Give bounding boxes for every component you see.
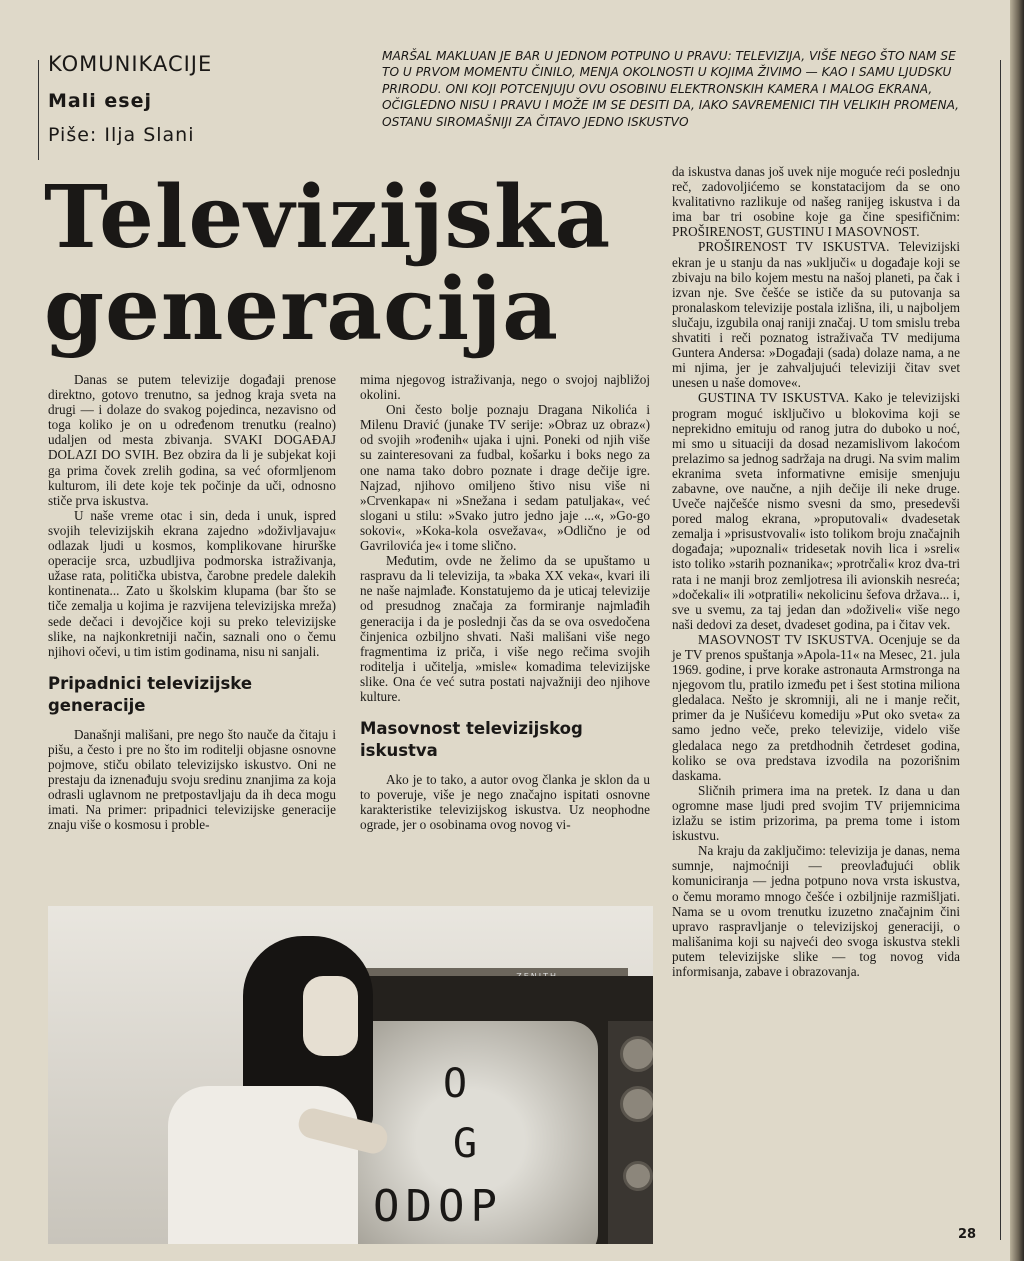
paragraph: Današnji mališani, pre nego što nauče da čitaju i pišu, a često i pre no što im roditelji objasne osnovne pojmove, stiču obilato televizijsko iskustvo. Oni ne prestaju da iznenađuju svoju sredinu znanjima za koja odrasli uglavnom ne pretpostavljaju da ih deca mogu imati. Na primer: pripadnici televizijske generacije znaju više o kosmosu i proble- (48, 726, 336, 833)
paragraph: mima njegovog istraživanja, nego o svojoj najbližoj okolini. (360, 372, 650, 403)
column-3 (672, 164, 960, 979)
tv-knob (620, 1086, 653, 1122)
tv-knob (620, 1036, 653, 1072)
tv-control-panel (608, 1021, 653, 1244)
subheading: Masovnost televizijskog iskustva (360, 719, 583, 761)
screen-letter-g: G (453, 1121, 478, 1167)
page-edge (1010, 0, 1024, 1261)
paragraph: MASOVNOST TV ISKUSTVA. Ocenjuje se da je TV prenos spuštanja »Apola-11« na Mesec, 21. jula 1969. godine, i prve korake astronauta Armstronga na njegovom tlu, pratilo između pet i šest stotina miliona gledalaca. Nešto je skromniji, ali ne i manje rečit, primer da je Nušićevu komediju »Put oko sveta« za samo jedno veče, preko televizije, videlo više gledalaca nego za pretdhodnih četrdeset godina, koliko se ova predstava izvodila na pozorišnim daskama. (672, 631, 960, 783)
girl-face (303, 976, 358, 1056)
right-rule (1000, 60, 1001, 1240)
genre-label: Mali esej (48, 90, 152, 112)
byline: Piše: Ilja Slani (48, 124, 195, 146)
article-photo (48, 906, 653, 1244)
paragraph: Sličnih primera ima na pretek. Iz dana u dan ogromne mase ljudi pred svojim TV prijemnicima izlažu se istim prizorima, pa prema tome i istom iskustvu. (672, 782, 960, 844)
page-number: 28 (958, 1227, 977, 1242)
paragraph: Na kraju da zaključimo: televizija je danas, nema sumnje, najmoćniji — preovlađujući oblik komuniciranja — jedna potpuno nova vrsta iskustva, o čemu moramo mnogo češće i ozbiljnije razmišljati. Nama se u ovom trenutku izuzetno značajnim čini upravo raspravljanje o televizijskoj generaciji, o mališanima koji su najveći deo svoga iskustva stekli putem televizijske slike — tog novog vida informisanja, zabave i obrazovanja. (672, 843, 960, 979)
paragraph: GUSTINA TV ISKUSTVA. Kako je televizijski program moguć isključivo u blokovima koji se neprekidno emituju od ranog jutra do duboko u noć, mi smo u situaciji da dosad nezamislivom lakoćom prelazimo sa jednog sadržaja na drugi. Na svim malim ekranima sveta informativne emisije smenjuju zabavne, ove naučne, a njih dečije ili neke druge. Uveče najčešće nismo svesni da smo, presedevši pored malog ekrana, »proputovali« dvadesetak zemalja i »prisustvovali« isto tolikom broju značajnih događaja; »upoznali« tridesetak novih lica i »sreli« isto toliko »starih poznanika«; »protrčali« kroz dva-tri rata i ne manji broz zemljotresa ili avionskih nesreća; »dočekali« ili »otpratili« nekolicinu šefova država... i, sve u svemu, za taj jedan dan »doživeli« više nego naši dedovi za deset, dvadeset godina, pa i čitav vek. (672, 390, 960, 632)
paragraph: Oni često bolje poznaju Dragana Nikolića i Milenu Dravić (junake TV serije: »Obraz uz obraz«) od svojih »rođenih« ujaka i ujni. Poneki od njih više su zainteresovani za fudbal, košarku i boks nego za one nama tako dobro poznate i drage dečije igre. Najzad, njihovo omiljeno štivo nisu više ni »Crvenkapa« ni »Snežana i sedam patuljaka«, već slogani u stilu: »Svako jutro jedno jaje ...«, »Go-go sokovi«, »Koka-kola osvežava«, »Odlično je od Gavrilovića je« i tome slično. (360, 402, 650, 554)
subheading: Pripadnici televizijske generacije (48, 673, 253, 715)
screen-letter-o: O (443, 1061, 468, 1107)
column-2 (360, 372, 650, 832)
article-deck: MARŠAL MAKLUAN JE BAR U JEDNOM POTPUNO U PRAVU: TELEVIZIJA, VIŠE NEGO ŠTO NAM SE TO U PRVOM MOMENTU ČINILO, MENJA OKOLNOSTI U KOJIMA ŽIVIMO — KAO I SAMU LJUDSKU PRIRODU. ONI KOJI POTCENJUJU OVU OSOBINU ELEKTRONSKIH KAMERA I MALOG EKRANA, OČIGLEDNO NISU I PRAVU I MOŽE IM SE DESITI DA, IAKO SAVREMENICI TIH VELIKIH PROMENA, OSTANU SIROMAŠNIJI ZA ČITAVO JEDNO ISKUSTVO (382, 49, 960, 129)
section-label: KOMUNIKACIJE (48, 52, 213, 76)
article-headline (44, 167, 644, 360)
headline-line-1: Televizijska (44, 167, 612, 268)
paragraph: Danas se putem televizije događaji prenose direktno, gotovo trenutno, sa jednog kraja sveta na drugi — i dolaze do svakog pojedinca, nezavisno od toga koliko je on u određenom trenutku (realno) udaljen od mesta zbivanja. SVAKI DOGAĐAJ DOLAZI DO SVIH. Bez obzira da li je subjekat koji ga prima čovek zrelih godina, sa već oformljenom kulturom, ili dete koje tek počinje da uči, odnosno stiče prva iskustva. (48, 372, 336, 508)
paragraph: Ako je to tako, a autor ovog članka je sklon da u to poveruje, više je nego značajno ispitati osnovne karakteristike televizijskog iskustva. Uz neophodne ograde, jer o osobinama ovog novog vi- (360, 772, 650, 833)
screen-word-odop: ODOP (373, 1181, 503, 1232)
paragraph: Međutim, ovde ne želimo da se upuštamo u raspravu da li televizija, ta »baka XX veka«, kvari ili ne naše najmlađe. Konstatujemo da je uticaj televizije od presudnog značaja za formiranje najmlađih generacija i da je poslednji čas da se ova osvedočena činjenica ozbiljno shvati. Naši mališani više nego fragmentima iz priča, i više nego rečima svojih roditelja i učitelja, »misle« komadima televizijske slike. Ona će već sutra postati najvažniji deo njihove kulture. (360, 553, 650, 704)
kicker-block (48, 52, 212, 146)
column-1 (48, 372, 336, 832)
girl-body (168, 1086, 358, 1244)
headline-line-2: generacija (44, 259, 559, 360)
paragraph: PROŠIRENOST TV ISKUSTVA. Televizijski ekran je u stanju da nas »uključi« u događaje koji se zbivaju na bilo kojem mestu na našoj planeti, pa čak i izvan nje. Sve češće se ističe da su putovanja sa pronalaskom televizije postala izlišna, ili, u najboljem slučaju, izgubila onaj raniji značaj. U tom smislu treba shvatiti i reči poznatog istraživača TV medijuma Guntera Andersa: »Događaji (sada) dolaze nama, a ne mi njima, jer je zahvaljujući televiziji čitav svet unesen u naše domove«. (672, 239, 960, 391)
paragraph: da iskustva danas još uvek nije moguće reći poslednju reč, zadovoljićemo se konstatacijom da se ono kvalitativno razlikuje od našeg ranijeg iskustva i da ima bar tri osobine koje ga čine spesifičnim: PROŠIRENOST, GUSTINU I MASOVNOST. (672, 164, 960, 240)
left-rule (38, 60, 39, 160)
paragraph: U naše vreme otac i sin, deda i unuk, ispred svojih televizijskih ekrana zajedno »doživljavaju« odlazak ljudi u kosmos, komplikovane hirurške operacije srca, uzbudljiva podmorska istraživanja, užase rata, politička ubistva, čarobne predele dalekih kontinenata... Zato u školskim klupama (bar što se tiče zemalja u kojima je razvijena televizijska mreža) sede dečaci i devojčice koji su preko televizijske slike, na najkonkretniji način, saznali ono o čemu njihovi očevi, u tim istim godinama, nisu ni sanjali. (48, 507, 336, 659)
tv-knob (623, 1161, 653, 1191)
